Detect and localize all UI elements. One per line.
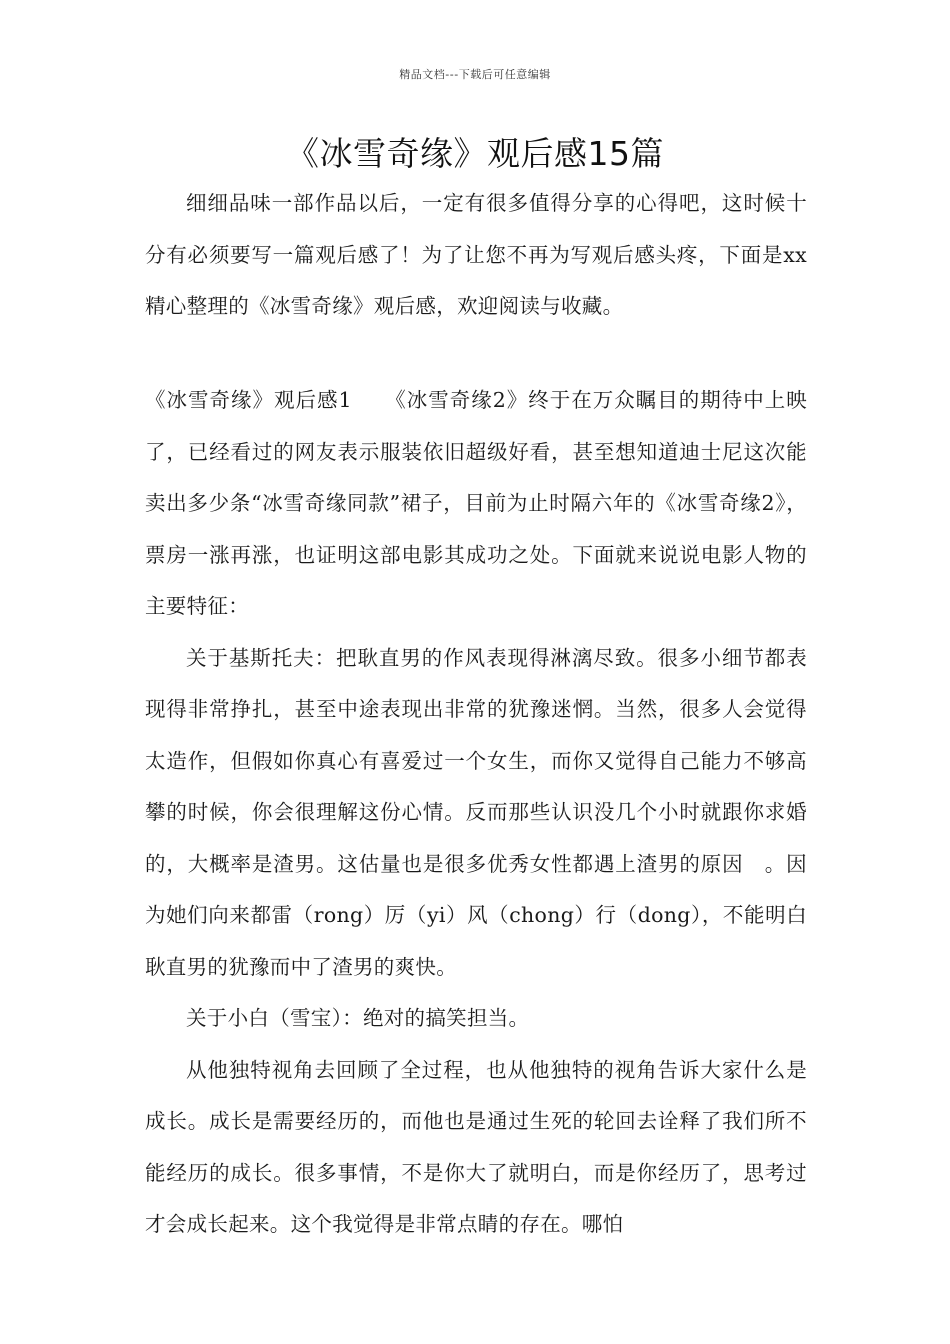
essay-paragraph-2: 关于基斯托夫：把耿直男的作风表现得淋漓尽致。很多小细节都表现得非常挣扎，甚至中途表现出非常的犹豫迷惘。当然，很多人会觉得太造作，但假如你真心有喜爱过一个女生，而你又觉得自己能力不够高攀的时候，你会很理解这份心情。反而那些认识没几个小时就跟你求婚的，大概率是渣男。这估量也是很多优秀女性都遇上渣男的原因 。因为她们向来都雷（rong）厉（yi）风（chong）行（dong），不能明白耿直男的犹豫而中了渣男的爽快。 — [145, 645, 807, 979]
essay-paragraph-3: 关于小白（雪宝）：绝对的搞笑担当。 — [186, 1006, 530, 1030]
header-note: 精品文档---下载后可任意编辑 — [399, 68, 551, 81]
essay-paragraph-1: 《冰雪奇缘》观后感1 《冰雪奇缘2》终于在万众瞩目的期待中上映了，已经看过的网友表示服装依旧超级好看，甚至想知道迪士尼这次能卖出多少条“冰雪奇缘同款”裙子，目前为止时隔六年的《冰雪奇缘2》，票房一涨再涨，也证明这部电影其成功之处。下面就来说说电影人物的主要特征： — [145, 388, 807, 618]
page-title: 《冰雪奇缘》观后感15篇 — [286, 134, 664, 173]
essay-section — [145, 375, 807, 1251]
essay-paragraph-4: 从他独特视角去回顾了全过程，也从他独特的视角告诉大家什么是成长。成长是需要经历的，而他也是通过生死的轮回去诠释了我们所不能经历的成长。很多事情，不是你大了就明白，而是你经历了，思考过才会成长起来。这个我觉得是非常点睛的存在。哪怕 — [145, 1057, 807, 1236]
intro-paragraph: 细细品味一部作品以后，一定有很多值得分享的心得吧，这时候十分有必须要写一篇观后感了！为了让您不再为写观后感头疼，下面是xx精心整理的《冰雪奇缘》观后感，欢迎阅读与收藏。 — [145, 191, 807, 318]
intro-section — [145, 178, 807, 333]
